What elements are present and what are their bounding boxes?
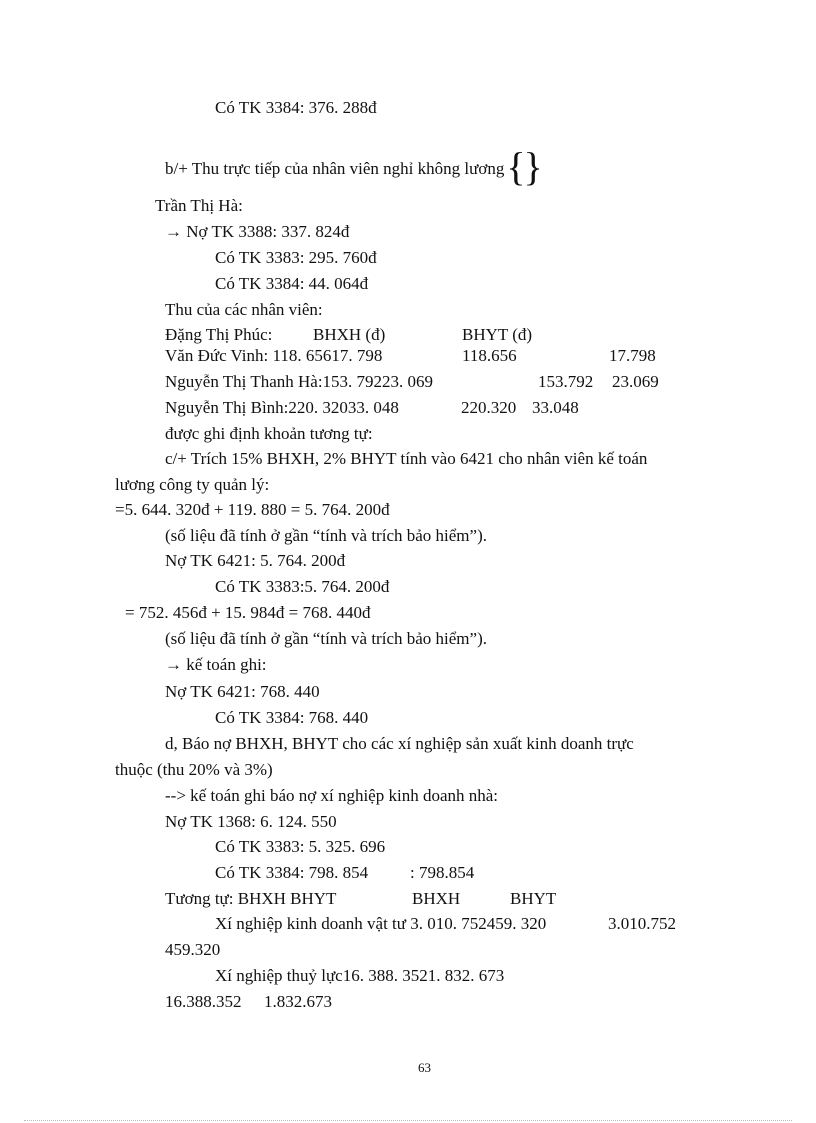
text-line: Thu của các nhân viên: <box>165 300 323 319</box>
table-cell: Văn Đức Vinh: 118. 65617. 798 <box>165 346 383 365</box>
text-line: Có TK 3384: 768. 440 <box>215 708 369 727</box>
text-line: d, Báo nợ BHXH, BHYT cho các xí nghiệp sản xuất kinh doanh trực <box>165 734 634 753</box>
table-cell: Xí nghiệp kinh doanh vật tư 3. 010. 752459. 320 <box>215 914 547 933</box>
table-cell: Nguyễn Thị Thanh Hà:153. 79223. 069 <box>165 372 434 391</box>
table-cell: 33.048 <box>532 398 579 417</box>
text-line: được ghi định khoản tương tự: <box>165 424 373 443</box>
table-cell: 153.792 <box>538 372 594 391</box>
brace-symbol: {} <box>506 144 541 189</box>
text-line: Có TK 3383: 295. 760đ <box>215 248 377 267</box>
table-cell: 118.656 <box>462 346 517 365</box>
table-cell: 3.010.752 <box>608 914 676 933</box>
text-line: Nợ TK 6421: 5. 764. 200đ <box>165 551 346 570</box>
text-line: Có TK 3383: 5. 325. 696 <box>215 837 386 856</box>
text-line: (số liệu đã tính ở gần “tính và trích bảo hiểm”). <box>165 629 487 648</box>
text-line: Có TK 3384: 44. 064đ <box>215 274 369 293</box>
table-cell: Nguyễn Thị Bình:220. 32033. 048 <box>165 398 399 417</box>
table-cell: BHXH <box>412 889 461 908</box>
table-cell: BHXH (đ) <box>313 325 386 344</box>
text-line: Nợ TK 6421: 768. 440 <box>165 682 320 701</box>
table-cell: BHYT <box>510 889 557 908</box>
text-line: lương công ty quản lý: <box>115 475 270 494</box>
table-cell: 1.832.673 <box>264 992 332 1011</box>
text-line: → Nợ TK 3388: 337. 824đ <box>165 222 350 241</box>
text-line: 459.320 <box>165 940 221 959</box>
text-line: = 752. 456đ + 15. 984đ = 768. 440đ <box>125 603 371 622</box>
text-line: =5. 644. 320đ + 119. 880 = 5. 764. 200đ <box>115 500 390 519</box>
bottom-rule <box>24 1120 792 1121</box>
table-cell: Đặng Thị Phúc: <box>165 325 273 344</box>
text-line: thuộc (thu 20% và 3%) <box>115 760 273 779</box>
table-cell: 220.320 <box>461 398 517 417</box>
table-cell: 17.798 <box>609 346 656 365</box>
table-cell: 23.069 <box>612 372 659 391</box>
text-line: Có TK 3384: 798. 854 <box>215 863 369 882</box>
table-cell: : 798.854 <box>410 863 475 882</box>
text-line <box>165 144 541 189</box>
text-line: (số liệu đã tính ở gần “tính và trích bảo hiểm”). <box>165 526 487 545</box>
table-cell: BHYT (đ) <box>462 325 533 344</box>
text-line: Nợ TK 1368: 6. 124. 550 <box>165 812 337 831</box>
table-cell: 16.388.352 <box>165 992 242 1011</box>
text-line: Xí nghiệp thuỷ lực16. 388. 3521. 832. 673 <box>215 966 505 985</box>
page-number: 63 <box>418 1060 431 1075</box>
text-line: Có TK 3384: 376. 288đ <box>215 98 377 117</box>
text-line: → kế toán ghi: <box>165 655 267 674</box>
text-span: b/+ Thu trực tiếp của nhân viên nghỉ không lương <box>165 159 505 178</box>
text-line: Trần Thị Hà: <box>155 196 243 215</box>
text-line: Có TK 3383:5. 764. 200đ <box>215 577 390 596</box>
text-line: c/+ Trích 15% BHXH, 2% BHYT tính vào 6421 cho nhân viên kế toán <box>165 449 648 468</box>
text-line: --> kế toán ghi báo nợ xí nghiệp kinh doanh nhà: <box>165 786 499 805</box>
table-cell: Tương tự: BHXH BHYT <box>165 889 337 908</box>
